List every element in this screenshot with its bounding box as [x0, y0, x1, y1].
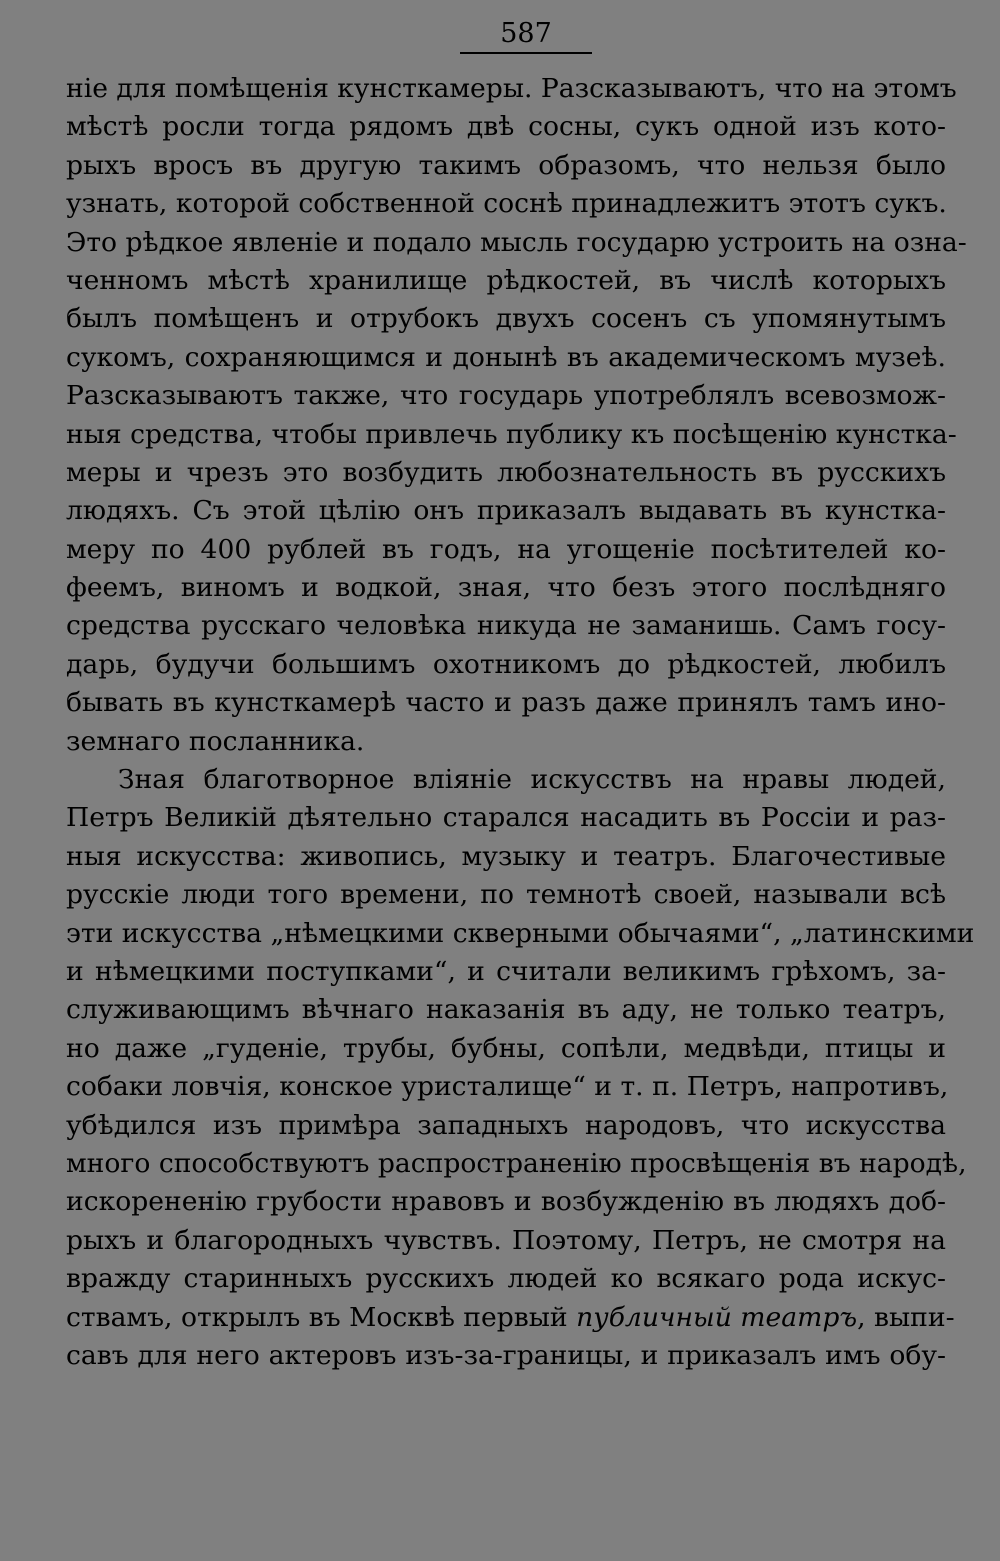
- text-line: русскіе люди того времени, по темнотѣ своей, называли всѣ: [66, 879, 946, 911]
- emphasized-phrase: публичный театръ: [576, 1301, 858, 1333]
- text-line: меру по 400 рублей въ годъ, на угощеніе посѣтителей ко-: [66, 533, 946, 565]
- text-line: средства русскаго человѣка никуда не заманишь. Самъ госу-: [66, 610, 946, 642]
- text-line: убѣдился изъ примѣра западныхъ народовъ, что искусства: [66, 1109, 946, 1141]
- text-line: рыхъ вросъ въ другую такимъ образомъ, что нельзя было: [66, 149, 946, 181]
- text-line: ныя средства, чтобы привлечь публику къ посѣщенію кунстка-: [66, 418, 957, 450]
- text-line: Петръ Великій дѣятельно старался насадить въ Россіи и раз-: [66, 802, 946, 834]
- text-line: эти искусства „нѣмецкими скверными обычаями“, „латинскими: [66, 917, 975, 949]
- text-line: узнать, которой собственной соснѣ принадлежитъ этотъ сукъ.: [66, 188, 947, 220]
- book-page: [66, 18, 975, 1375]
- text-line: ніе для помѣщенія кунсткамеры. Разсказываютъ, что на этомъ: [66, 73, 957, 104]
- text-line: сукомъ, сохраняющимся и донынѣ въ академическомъ музеѣ.: [66, 341, 946, 373]
- text-line: Разсказываютъ также, что государь употреблялъ всевозмож-: [66, 380, 946, 412]
- text-line: и нѣмецкими поступками“, и считали великимъ грѣхомъ, за-: [66, 955, 946, 987]
- page-number: 587: [460, 18, 592, 54]
- text-line: дарь, будучи большимъ охотникомъ до рѣдкостей, любилъ: [66, 648, 946, 680]
- text-line: много способствуютъ распространенію просвѣщенія въ народѣ,: [66, 1147, 967, 1179]
- text-line: савъ для него актеровъ изъ-за-границы, и приказалъ имъ обу-: [66, 1339, 946, 1371]
- text-line: феемъ, виномъ и водкой, зная, что безъ этого послѣдняго: [66, 572, 946, 604]
- text-line: искорененію грубости нравовъ и возбужденію въ людяхъ доб-: [66, 1186, 946, 1218]
- page-header: [106, 18, 946, 70]
- text-line: Это рѣдкое явленіе и подало мысль государю устроить на озна-: [66, 226, 967, 258]
- text-line: служивающимъ вѣчнаго наказанія въ аду, не только театръ,: [66, 994, 946, 1026]
- text-line: бывать въ кунсткамерѣ часто и разъ даже принялъ тамъ ино-: [66, 687, 946, 719]
- text-segment: , выпи-: [857, 1301, 955, 1333]
- text-line: людяхъ. Съ этой цѣлію онъ приказалъ выдавать въ кунстка-: [66, 495, 946, 527]
- text-segment: ствамъ, открылъ въ Москвѣ первый: [66, 1301, 568, 1333]
- text-line: мѣстѣ росли тогда рядомъ двѣ сосны, сукъ одной изъ кото-: [66, 111, 946, 143]
- text-line: былъ помѣщенъ и отрубокъ двухъ сосенъ съ упомянутымъ: [66, 303, 946, 335]
- text-line-with-emphasis: [66, 1299, 955, 1337]
- text-line: ныя искусства: живопись, музыку и театръ. Благочестивые: [66, 840, 946, 872]
- text-line: но даже „гуденіе, трубы, бубны, сопѣли, медвѣди, птицы и: [66, 1032, 946, 1064]
- paragraph-2: [66, 761, 975, 1375]
- text-line: вражду старинныхъ русскихъ людей ко всякаго рода искус-: [66, 1263, 946, 1295]
- text-line: рыхъ и благородныхъ чувствъ. Поэтому, Петръ, не смотря на: [66, 1224, 946, 1256]
- paragraph-1: [66, 70, 967, 761]
- text-line: ченномъ мѣстѣ хранилище рѣдкостей, въ числѣ которыхъ: [66, 264, 946, 296]
- text-line: земнаго посланника.: [66, 725, 365, 757]
- text-line: собаки ловчія, конское уристалище“ и т. п. Петръ, напротивъ,: [66, 1071, 949, 1103]
- text-line: Зная благотворное вліяніе искусствъ на нравы людей,: [118, 764, 946, 796]
- text-line: меры и чрезъ это возбудить любознательность въ русскихъ: [66, 456, 946, 488]
